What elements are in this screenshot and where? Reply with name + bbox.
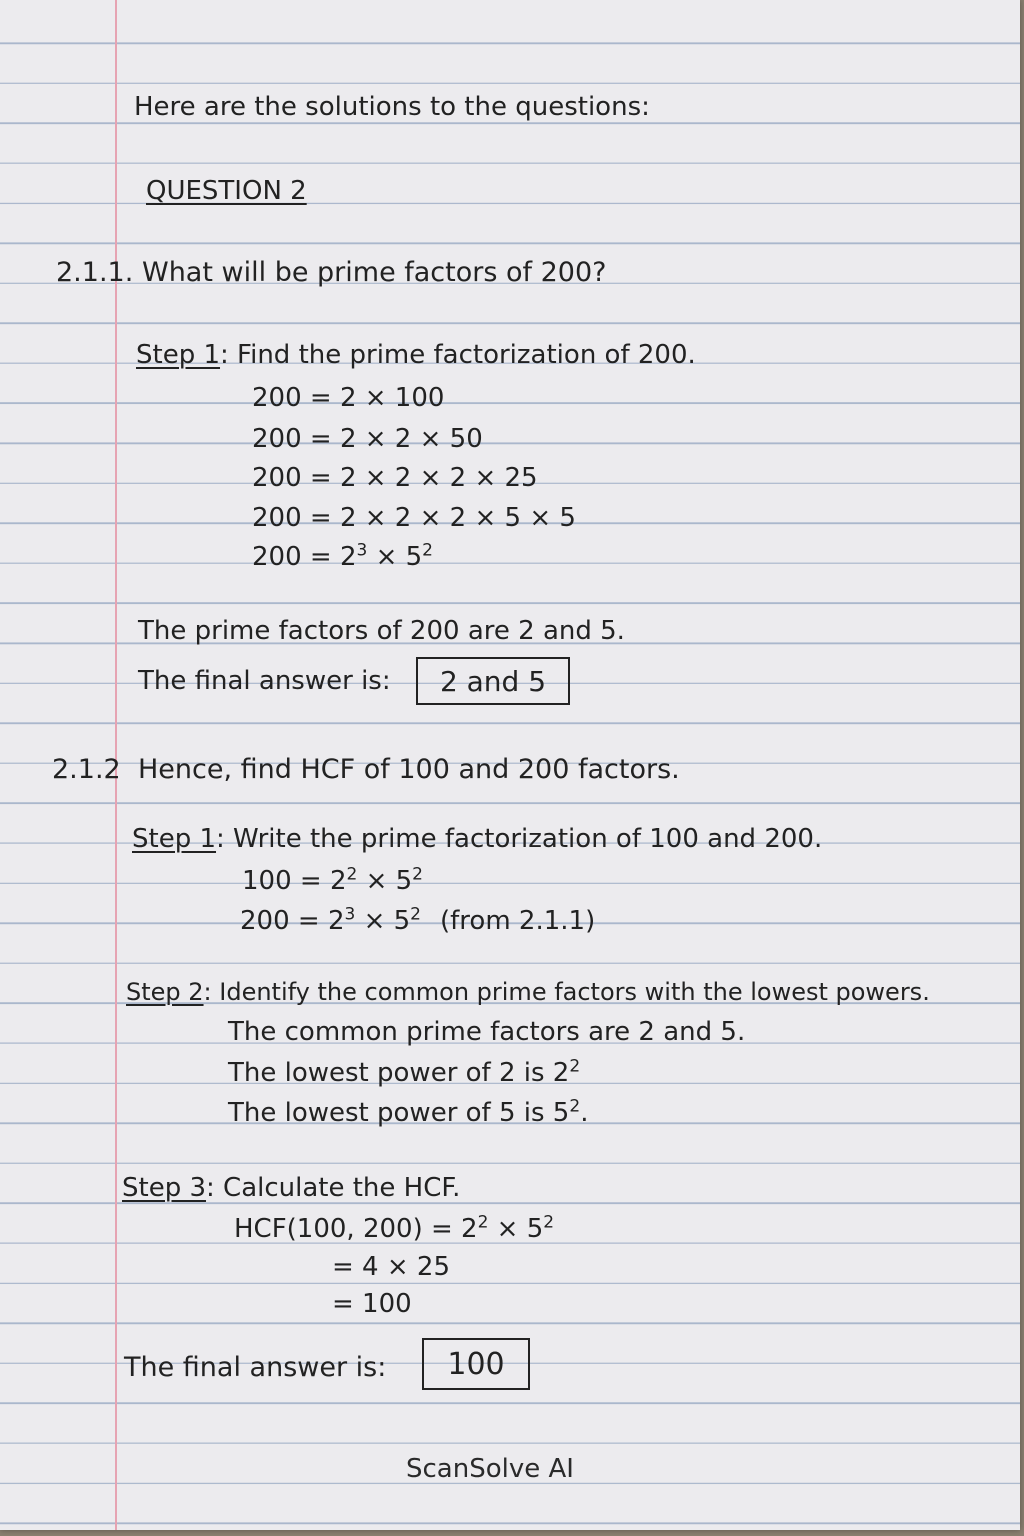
step-text: : Calculate the HCF. [206, 1173, 461, 1203]
step-text: : Find the prime factorization of 200. [220, 340, 696, 370]
step-label: Step 3 [122, 1173, 207, 1203]
question-number-2-1-2: 2.1.2 [52, 754, 121, 785]
step-label: Step 1 [136, 340, 221, 370]
hcf-line-3: = 100 [332, 1289, 412, 1319]
step-text: : Identify the common prime factors with the lowest powers. [203, 978, 930, 1006]
final-answer-label: The final answer is: [124, 1352, 387, 1383]
factorization-100: $100 = 2^2 \times 5^2$ [242, 864, 423, 896]
factorization-200: $200 = 2^3 \times 5^2$ [240, 904, 421, 936]
step-1-line-2-1-1 [136, 340, 696, 370]
step-label: Step 2 [126, 978, 204, 1006]
step-1-line-2-1-2 [132, 824, 822, 854]
final-answer-box: 100 [422, 1338, 530, 1390]
equation-line: $200 = 2^3 \times 5^2$ [252, 540, 433, 572]
step-label: Step 1 [132, 824, 217, 854]
hcf-equation: HCF(100, $200) = 2^2 \times 5^2$ [234, 1212, 555, 1244]
step-text: : Write the prime factorization of 100 and 200. [216, 824, 823, 854]
question-text-2-1-2: Hence, find HCF of 100 and 200 factors. [138, 754, 680, 785]
equation-line: 200 = 2 × 2 × 2 × 5 × 5 [252, 503, 576, 533]
question-title: QUESTION 2 [146, 176, 307, 206]
footer-brand: ScanSolve AI [406, 1454, 574, 1484]
final-answer-label: The final answer is: [138, 666, 391, 696]
hcf-line-2: = 4 × 25 [332, 1252, 450, 1282]
factorization-note: (from 2.1.1) [440, 906, 596, 936]
lowest-power-2: The lowest power of 2 is $2^2$ [228, 1056, 581, 1088]
equation-line: 200 = 2 × 100 [252, 383, 445, 413]
question-number-2-1-1: 2.1.1. [56, 257, 134, 288]
question-text-2-1-1: What will be prime factors of 200? [142, 257, 607, 288]
lowest-power-5: The lowest power of 5 is $5^2$. [228, 1096, 589, 1128]
intro-text: Here are the solutions to the questions: [134, 92, 650, 122]
equation-line: 200 = 2 × 2 × 2 × 25 [252, 463, 538, 493]
final-answer-box: 2 and 5 [416, 657, 570, 705]
step-3-line [122, 1173, 460, 1203]
step-2-line [126, 977, 930, 1007]
conclusion-text: The prime factors of 200 are 2 and 5. [138, 616, 625, 646]
common-factors-text: The common prime factors are 2 and 5. [228, 1017, 746, 1047]
equation-line: 200 = 2 × 2 × 50 [252, 424, 483, 454]
